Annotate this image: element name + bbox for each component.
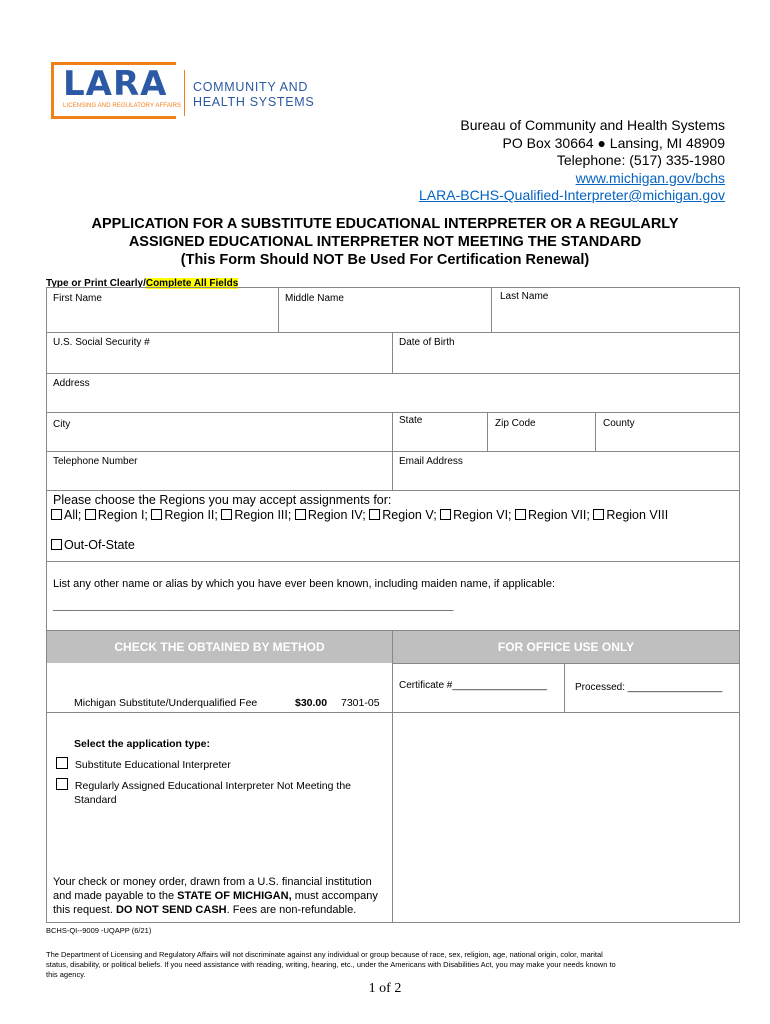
disclaimer: The Department of Licensing and Regulatory Affairs will not discriminate against any individual or group because of race, sex, religion, age, national origin, color, marital status, disability, or political beliefs. If you need assistance with reading, writing, hearing, etc., under the Americans with Disabilities Act, you may make your needs known to this agency. (46, 950, 616, 979)
form-title (40, 215, 730, 269)
state-field[interactable] (392, 412, 488, 452)
checkbox-icon[interactable] (440, 509, 451, 520)
checkbox-icon[interactable] (85, 509, 96, 520)
instructions-prefix: Type or Print Clearly/ (46, 278, 146, 289)
po-box: PO Box 30664 ● Lansing, MI 48909 (502, 134, 725, 151)
processed-box[interactable] (564, 663, 740, 713)
logo-subtitle-line1: COMMUNITY AND (193, 80, 309, 94)
county-label: County (603, 418, 635, 429)
state-label: State (399, 415, 423, 426)
telephone-field[interactable] (46, 451, 393, 491)
fee-label: Michigan Substitute/Underqualified Fee (74, 697, 258, 709)
first-name-label: First Name (53, 293, 102, 304)
alias-section (46, 561, 740, 631)
certificate-box[interactable] (392, 663, 565, 713)
logo-tagline: LICENSING AND REGULATORY AFFAIRS (63, 103, 182, 109)
checkbox-icon[interactable] (56, 778, 68, 790)
checkbox-icon[interactable] (515, 509, 526, 520)
checkbox-icon[interactable] (295, 509, 306, 520)
region-option-8[interactable]: Region VIII (593, 508, 668, 522)
form-id: BCHS-QI--9009 -UQAPP (6/21) (46, 926, 152, 935)
county-field[interactable] (595, 412, 740, 452)
alias-prompt: List any other name or alias by which you have ever been known, including maiden name, if applicable: (53, 578, 556, 590)
lara-logo (51, 62, 182, 121)
checkbox-icon[interactable] (593, 509, 604, 520)
regions-prompt: Please choose the Regions you may accept assignments for: (53, 493, 392, 507)
telephone: Telephone: (517) 335-1980 (556, 152, 725, 168)
logo-word: LARA (63, 64, 168, 104)
region-option-all[interactable]: All; (51, 508, 81, 522)
address-field[interactable] (46, 373, 740, 413)
checkbox-icon[interactable] (369, 509, 380, 520)
first-name-field[interactable] (46, 287, 279, 333)
last-name-label: Last Name (500, 291, 549, 302)
region-option-3[interactable]: Region III; (221, 508, 291, 522)
instructions-highlight: Complete All Fields (145, 278, 239, 289)
region-option-4[interactable]: Region IV; (295, 508, 366, 522)
fee-code: 7301-05 (341, 697, 380, 709)
processed-label: Processed: _________________ (575, 682, 723, 693)
last-name-field[interactable] (491, 287, 740, 333)
payment-note: Your check or money order, drawn from a U.S. financial institution and made payable to the STATE OF MICHIGAN, must accompany this request. DO NOT SEND CASH. Fees are non-refundable. (53, 876, 378, 916)
alias-input-line[interactable]: __________________________________________________________________________________________ (53, 602, 454, 611)
logo-divider (184, 70, 185, 116)
checkbox-icon[interactable] (151, 509, 162, 520)
checkbox-icon[interactable] (56, 757, 68, 769)
bureau-address (419, 117, 725, 205)
region-option-7[interactable]: Region VII; (515, 508, 590, 522)
app-type-regular[interactable]: Regularly Assigned Educational Interpreter Not Meeting the Standard (56, 778, 388, 806)
regions-section (46, 490, 740, 562)
office-use-header: FOR OFFICE USE ONLY (393, 631, 739, 663)
email-label: Email Address (399, 456, 463, 467)
obtained-method-header: CHECK THE OBTAINED BY METHOD (47, 631, 392, 663)
region-option-out-of-state[interactable]: Out-Of-State (51, 538, 135, 552)
website-link[interactable]: www.michigan.gov/bchs (575, 169, 725, 186)
title-line2: ASSIGNED EDUCATIONAL INTERPRETER NOT MEETING THE STANDARD (128, 234, 642, 250)
middle-name-label: Middle Name (285, 293, 344, 304)
ssn-field[interactable] (46, 332, 393, 374)
zip-field[interactable] (487, 412, 596, 452)
ssn-label: U.S. Social Security # (53, 337, 150, 348)
dob-label: Date of Birth (399, 337, 455, 348)
email-link[interactable]: LARA-BCHS-Qualified-Interpreter@michigan.gov (419, 187, 725, 203)
region-option-2[interactable]: Region II; (151, 508, 218, 522)
certificate-label: Certificate #_________________ (399, 680, 547, 691)
dob-field[interactable] (392, 332, 740, 374)
city-field[interactable] (46, 412, 393, 452)
fee-divider (46, 712, 393, 713)
app-type-heading: Select the application type: (74, 738, 210, 750)
region-option-1[interactable]: Region I; (85, 508, 148, 522)
title-line3: (This Form Should NOT Be Used For Certification Renewal) (180, 252, 590, 268)
checkbox-icon[interactable] (51, 509, 62, 520)
fee-amount: $30.00 (295, 697, 328, 709)
telephone-label: Telephone Number (53, 456, 138, 467)
logo-subtitle (193, 80, 314, 110)
region-option-6[interactable]: Region VI; (440, 508, 511, 522)
bureau-name: Bureau of Community and Health Systems (460, 117, 725, 133)
app-type-substitute[interactable]: Substitute Educational Interpreter (56, 757, 231, 771)
zip-label: Zip Code (495, 418, 536, 429)
region-option-5[interactable]: Region V; (369, 508, 436, 522)
page-number: 1 of 2 (368, 981, 402, 996)
middle-name-field[interactable] (278, 287, 492, 333)
regions-options (51, 508, 668, 522)
address-label: Address (53, 378, 90, 389)
city-label: City (53, 419, 71, 430)
checkbox-icon[interactable] (51, 539, 62, 550)
logo-subtitle-line2: HEALTH SYSTEMS (193, 95, 315, 109)
checkbox-icon[interactable] (221, 509, 232, 520)
title-line1: APPLICATION FOR A SUBSTITUTE EDUCATIONAL INTERPRETER OR A REGULARLY (91, 216, 679, 232)
email-field[interactable] (392, 451, 740, 491)
